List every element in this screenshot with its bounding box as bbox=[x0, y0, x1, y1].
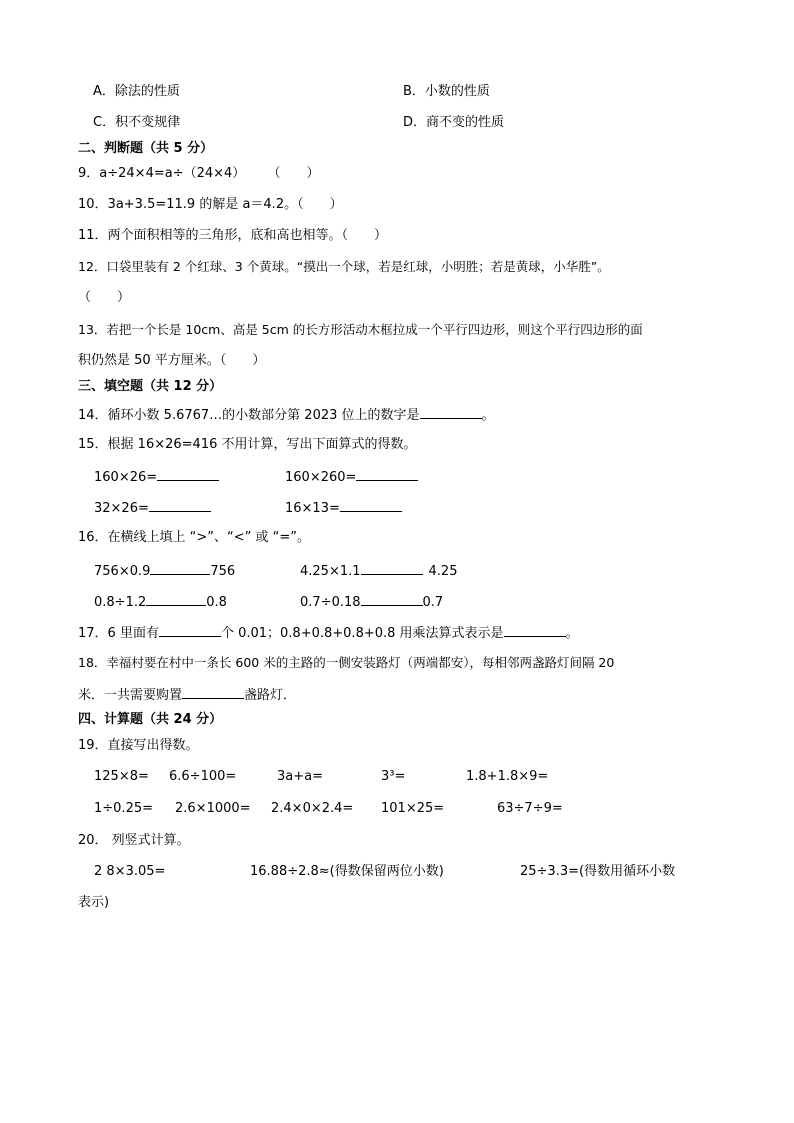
answer-paren: （ ） bbox=[341, 228, 388, 243]
calc-item: 6.6÷100= bbox=[169, 769, 237, 784]
calc-item: 63÷7÷9= bbox=[497, 801, 563, 816]
question-10-text: 10．3a+3.5=11.9 的解是 a＝4.2。 bbox=[78, 197, 298, 212]
answer-blank[interactable] bbox=[420, 406, 482, 419]
question-20-text: 20． 列竖式计算。 bbox=[78, 833, 190, 848]
question-11 bbox=[78, 228, 387, 244]
question-9 bbox=[78, 166, 319, 182]
question-9-text: 9．a÷24×4=a÷（24×4） bbox=[78, 166, 246, 181]
calc-item: 1.8+1.8×9= bbox=[466, 769, 549, 784]
option-c: C．积不变规律 bbox=[93, 115, 181, 130]
option-d: D．商不变的性质 bbox=[403, 115, 505, 130]
vertical-calc-tail: 表示) bbox=[78, 895, 110, 910]
answer-paren: （ ） bbox=[297, 197, 343, 212]
option-a: A．除法的性质 bbox=[93, 84, 180, 99]
option-b: B．小数的性质 bbox=[403, 84, 490, 99]
answer-blank[interactable] bbox=[157, 468, 219, 481]
question-11-text: 11．两个面积相等的三角形，底和高也相等。 bbox=[78, 228, 342, 243]
section-3-title: 三、填空题（共 12 分） bbox=[78, 379, 223, 394]
vertical-calc-item: 16.88÷2.8≈(得数保留两位小数) bbox=[250, 864, 444, 879]
calc-item: 101×25= bbox=[381, 801, 445, 816]
answer-blank[interactable] bbox=[340, 499, 402, 512]
question-14: 14．循环小数 5.6767…的小数部分第 2023 位上的数字是 。 bbox=[78, 408, 495, 423]
calc-item: 3³= bbox=[381, 769, 406, 784]
question-17: 17．6 里面有 个 0.01；0.8+0.8+0.8+0.8 用乘法算式表示是 。 bbox=[78, 626, 579, 641]
answer-blank[interactable] bbox=[146, 593, 206, 606]
answer-blank[interactable] bbox=[356, 468, 418, 481]
vertical-calc-item: 25÷3.3=(得数用循环小数 bbox=[520, 864, 676, 879]
question-10 bbox=[78, 197, 343, 213]
calc-item: 1÷0.25= bbox=[94, 801, 154, 816]
question-14-text: 14．循环小数 5.6767…的小数部分第 2023 位上的数字是 bbox=[78, 408, 420, 423]
question-18-line-2: 米．一共需要购置 盏路灯． bbox=[78, 688, 297, 703]
question-15-item: 160×26= bbox=[94, 468, 219, 486]
answer-blank[interactable] bbox=[361, 593, 423, 606]
question-18-line-1: 18．幸福村要在村中一条长 600 米的主路的一侧安装路灯（两端都安），每相邻两盏路灯间隔 20 bbox=[78, 655, 615, 670]
answer-blank[interactable] bbox=[150, 562, 210, 575]
question-16-item: 756×0.9 756 bbox=[94, 564, 236, 579]
answer-blank[interactable] bbox=[159, 624, 221, 637]
question-13-line-1: 13．若把一个长是 10cm、高是 5cm 的长方形活动木框拉成一个平行四边形，则这个平行四边形的面 bbox=[78, 322, 643, 337]
question-15-item: 16×13= bbox=[285, 499, 402, 517]
answer-blank[interactable] bbox=[182, 686, 244, 699]
question-15-item: 160×260= bbox=[285, 468, 418, 486]
answer-paren: （ ） bbox=[78, 290, 131, 305]
question-12-text: 12．口袋里装有 2 个红球、3 个黄球。“摸出一个球，若是红球，小明胜；若是黄球，小华胜”。 bbox=[78, 259, 610, 274]
question-16-item: 0.8÷1.2 0.8 bbox=[94, 595, 227, 610]
section-2-title: 二、判断题（共 5 分） bbox=[78, 141, 214, 156]
answer-paren: （ ） bbox=[219, 353, 266, 368]
answer-blank[interactable] bbox=[149, 499, 211, 512]
question-15-text: 15．根据 16×26=416 不用计算，写出下面算式的得数。 bbox=[78, 437, 417, 452]
vertical-calc-item: 2 8×3.05= bbox=[94, 864, 166, 879]
answer-blank[interactable] bbox=[361, 562, 423, 575]
question-16-text: 16．在横线上填上 “>”、“<” 或 “=”。 bbox=[78, 530, 311, 545]
question-16-item: 4.25×1.1 4.25 bbox=[300, 564, 458, 579]
calc-item: 125×8= bbox=[94, 769, 149, 784]
answer-blank[interactable] bbox=[504, 624, 566, 637]
section-4-title: 四、计算题（共 24 分） bbox=[78, 712, 223, 727]
question-15-item: 32×26= bbox=[94, 499, 211, 517]
question-16-item: 0.7÷0.18 0.7 bbox=[300, 595, 444, 610]
answer-paren: （ ） bbox=[267, 166, 320, 181]
calc-item: 3a+a= bbox=[277, 769, 323, 784]
question-19-text: 19．直接写出得数。 bbox=[78, 738, 199, 753]
calc-item: 2.4×0×2.4= bbox=[271, 801, 354, 816]
calc-item: 2.6×1000= bbox=[175, 801, 251, 816]
question-13-line-2: 积仍然是 50 平方厘米。（ ） bbox=[78, 353, 266, 368]
